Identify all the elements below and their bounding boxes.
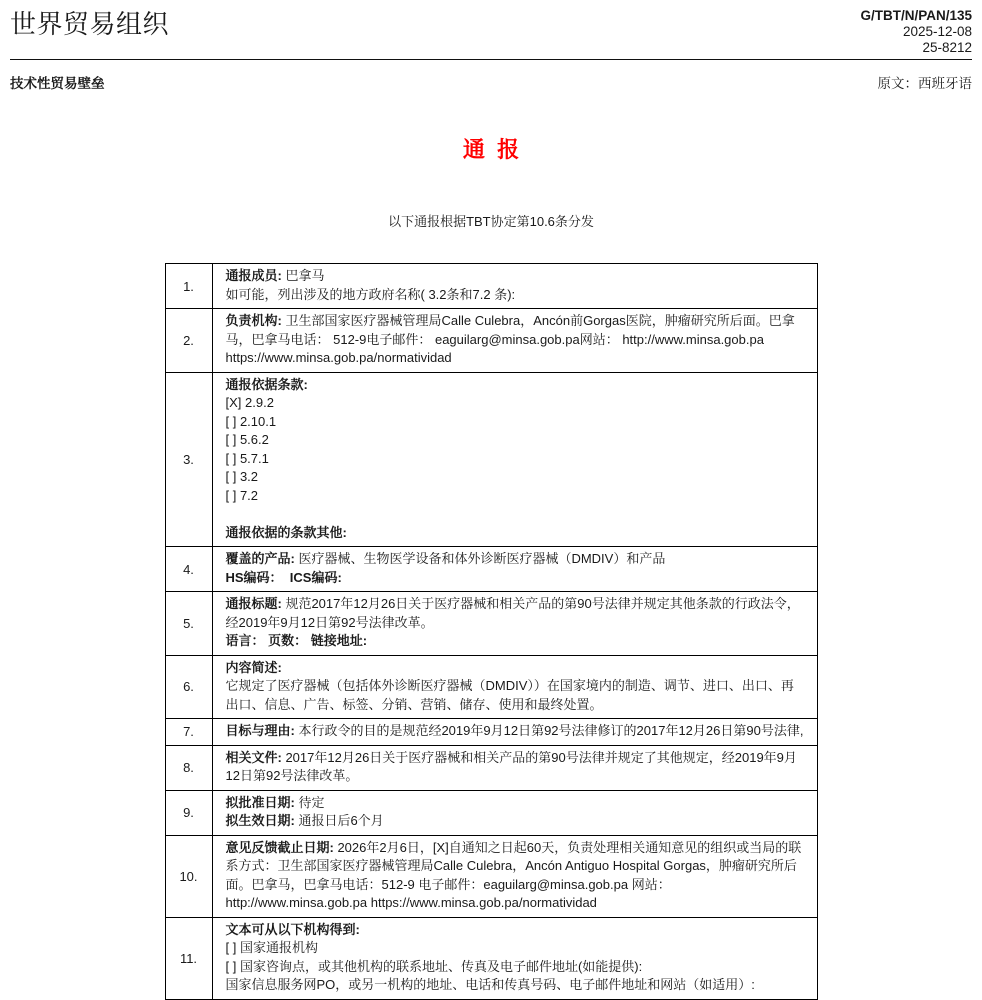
field-text: 国家信息服务网PO，或另一机构的地址、电话和传真号码、电子邮件地址和网站（如适用）: xyxy=(225,977,755,992)
row-content xyxy=(212,745,817,790)
document-date: 2025-12-08 xyxy=(902,24,972,39)
content-line xyxy=(226,659,807,678)
notification-table xyxy=(165,263,818,1000)
field-text: [X] 2.9.2 xyxy=(225,395,274,410)
table-row xyxy=(165,264,817,309)
row-number: 6. xyxy=(165,655,212,719)
content-line xyxy=(226,839,807,913)
field-text: [ ] 5.7.1 xyxy=(225,450,269,466)
table-row xyxy=(165,372,817,547)
content-line xyxy=(226,958,807,977)
field-text: 本行政令的目的是规范经2019年9月12日第92号法律修订的2017年12月26日第90号法律, xyxy=(294,723,804,738)
table-row xyxy=(165,655,817,719)
field-text: [ ] 国家咨询点，或其他机构的联系地址、传真及电子邮件地址(如能提供): xyxy=(225,958,643,974)
table-row xyxy=(165,719,817,746)
field-label: 内容简述: xyxy=(225,659,282,675)
row-content xyxy=(212,547,817,592)
table-row xyxy=(165,547,817,592)
table-row xyxy=(165,592,817,656)
table-row xyxy=(165,790,817,835)
field-label: 相关文件: xyxy=(225,749,282,765)
row-number: 9. xyxy=(165,790,212,835)
field-label: HS编码： ICS编码: xyxy=(225,569,342,585)
field-label: 拟批准日期: xyxy=(225,794,295,810)
field-text: [ ] 7.2 xyxy=(225,487,259,503)
content-line xyxy=(226,394,807,413)
org-title: 世界贸易组织 xyxy=(10,9,170,39)
document-ref-number: 25-8212 xyxy=(922,40,972,55)
content-line xyxy=(226,267,807,286)
document-subheader xyxy=(10,72,972,92)
document-meta xyxy=(860,5,972,56)
content-line xyxy=(226,376,807,395)
row-content xyxy=(212,790,817,835)
field-label: 通报标题: xyxy=(225,596,282,611)
row-content xyxy=(212,917,817,999)
field-label: 通报依据的条款其他: xyxy=(225,524,347,540)
content-line xyxy=(226,939,807,958)
field-text: 如可能，列出涉及的地方政府名称( 3.2条和7.2 条): xyxy=(225,286,516,302)
content-line xyxy=(226,524,807,543)
row-content xyxy=(212,655,817,719)
field-label: 语言： 页数： 链接地址: xyxy=(225,633,368,648)
table-row xyxy=(165,745,817,790)
row-number: 10. xyxy=(165,835,212,917)
field-text: [ ] 国家通报机构 xyxy=(225,940,318,955)
content-line xyxy=(226,632,807,651)
content-line xyxy=(226,286,807,305)
field-text: 2017年12月26日关于医疗器械和相关产品的第90号法律并规定了其他规定，经2019年9月12日第92号法律改革。 xyxy=(225,749,797,783)
content-line xyxy=(226,468,807,487)
content-line xyxy=(226,413,807,432)
content-line xyxy=(226,677,807,714)
content-line xyxy=(226,749,807,786)
content-line xyxy=(226,595,807,632)
field-text: 通报日后6个月 xyxy=(294,813,384,828)
row-number: 7. xyxy=(165,719,212,746)
field-text: 医疗器械、生物医学设备和体外诊断医疗器械（DMDIV）和产品 xyxy=(294,551,666,566)
content-line xyxy=(226,450,807,469)
header-divider xyxy=(10,59,972,60)
document-header xyxy=(10,5,972,56)
row-content xyxy=(212,309,817,373)
field-text: 2026年2月6日，[X]自通知之日起60天，负责处理相关通知意见的组织或当局的联系方式：卫生部国家医疗器械管理局Calle Culebra，Ancón Antiguo Hospital Gorgas，肿瘤研究所后面。巴拿马，巴拿马电话：512-9 电子邮件：eaguilarg@minsa.gob.pa 网站：http://www.minsa.gob.pa https://www.minsa.gob.pa/normatividad xyxy=(225,839,802,910)
field-label: 负责机构: xyxy=(225,313,282,328)
field-text: [ ] 2.10.1 xyxy=(225,413,277,429)
notification-title: 通 报 xyxy=(462,137,520,162)
content-line xyxy=(226,976,807,995)
field-text: 它规定了医疗器械（包括体外诊断医疗器械（DMDIV））在国家境内的制造、调节、进口、出口、再出口、信息、广告、标签、分销、营销、储存、使用和最终处置。 xyxy=(225,678,794,712)
field-text: [ ] 3.2 xyxy=(225,469,259,484)
row-content xyxy=(212,264,817,309)
field-text: 待定 xyxy=(294,794,325,810)
field-label: 意见反馈截止日期: xyxy=(225,839,334,855)
field-label: 通报依据条款: xyxy=(225,376,308,392)
content-line xyxy=(226,812,807,831)
table-row xyxy=(165,917,817,999)
field-text: 卫生部国家医疗器械管理局Calle Culebra，Ancón前Gorgas医院，肿瘤研究所后面。巴拿马，巴拿马电话： 512-9电子邮件： eaguilarg@minsa.gob.pa网站： http://www.minsa.gob.pa https://www.minsa.gob.pa/normatividad xyxy=(225,313,795,365)
row-content xyxy=(212,719,817,746)
field-text: 巴拿马 xyxy=(281,268,325,283)
row-content xyxy=(212,372,817,547)
distribution-note: 以下通报根据TBT协定第10.6条分发 xyxy=(388,214,594,229)
row-content xyxy=(212,592,817,656)
content-line xyxy=(226,794,807,813)
content-line xyxy=(226,312,807,368)
original-language-label: 原文：西班牙语 xyxy=(877,76,972,91)
content-line xyxy=(226,722,807,741)
row-number: 2. xyxy=(165,309,212,373)
field-label: 目标与理由: xyxy=(225,723,295,738)
row-content xyxy=(212,835,817,917)
row-number: 11. xyxy=(165,917,212,999)
row-number: 8. xyxy=(165,745,212,790)
field-label: 拟生效日期: xyxy=(225,813,295,828)
content-line xyxy=(226,921,807,940)
row-number: 5. xyxy=(165,592,212,656)
content-line xyxy=(226,550,807,569)
content-line xyxy=(226,431,807,450)
field-label: 文本可从以下机构得到: xyxy=(225,921,360,937)
row-number: 1. xyxy=(165,264,212,309)
content-line xyxy=(226,569,807,588)
table-row xyxy=(165,309,817,373)
content-line xyxy=(226,505,807,524)
table-row xyxy=(165,835,817,917)
field-text: [ ] 5.6.2 xyxy=(225,432,269,447)
row-number: 4. xyxy=(165,547,212,592)
row-number: 3. xyxy=(165,372,212,547)
field-label: 覆盖的产品: xyxy=(225,551,295,566)
field-text: 规范2017年12月26日关于医疗器械和相关产品的第90号法律并规定其他条款的行政法令，经2019年9月12日第92号法律改革。 xyxy=(225,596,800,630)
document-symbol: G/TBT/N/PAN/135 xyxy=(860,8,972,23)
content-line xyxy=(226,487,807,506)
field-label: 通报成员: xyxy=(225,268,282,283)
committee-name: 技术性贸易壁垒 xyxy=(10,76,105,91)
